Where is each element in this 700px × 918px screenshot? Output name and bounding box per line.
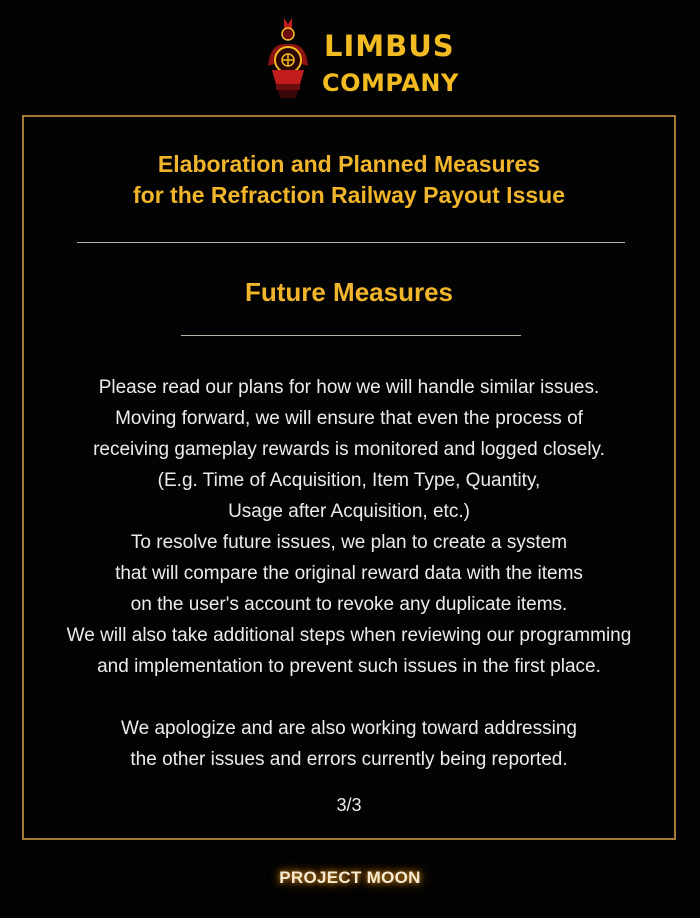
notice-title <box>24 149 674 211</box>
body-line: We apologize and are also working toward addressing <box>121 718 577 739</box>
title-divider <box>77 242 625 243</box>
limbus-company-logo <box>262 14 459 100</box>
body-line: that will compare the original reward data with the items <box>115 563 583 584</box>
notice-body <box>24 372 674 775</box>
logo-text-line1: LIMBUS <box>324 29 455 63</box>
section-title: Future Measures <box>244 277 454 307</box>
page-indicator: 3/3 <box>336 795 362 815</box>
body-line: (E.g. Time of Acquisition, Item Type, Quantity, <box>157 470 541 491</box>
body-line: the other issues and errors currently being reported. <box>130 749 568 770</box>
notice-title-line2: for the Refraction Railway Payout Issue <box>132 182 565 208</box>
notice-title-line1: Elaboration and Planned Measures <box>157 151 541 177</box>
body-line: Usage after Acquisition, etc.) <box>228 501 470 522</box>
logo-emblem-icon <box>262 14 459 100</box>
body-line: on the user's account to revoke any duplicate items. <box>130 594 568 615</box>
project-moon-brand: PROJECT MOON <box>279 868 421 887</box>
body-line: We will also take additional steps when reviewing our programming <box>66 625 632 646</box>
notice-panel <box>22 115 676 840</box>
section-divider <box>181 335 521 336</box>
body-line: and implementation to prevent such issues in the first place. <box>97 656 601 677</box>
logo-text-line2: COMPANY <box>322 69 459 97</box>
paragraph-gap <box>24 682 674 713</box>
body-line: Please read our plans for how we will handle similar issues. <box>98 377 600 398</box>
body-line: receiving gameplay rewards is monitored and logged closely. <box>93 439 605 460</box>
body-line: To resolve future issues, we plan to create a system <box>130 532 568 553</box>
body-line: Moving forward, we will ensure that even the process of <box>115 408 583 429</box>
